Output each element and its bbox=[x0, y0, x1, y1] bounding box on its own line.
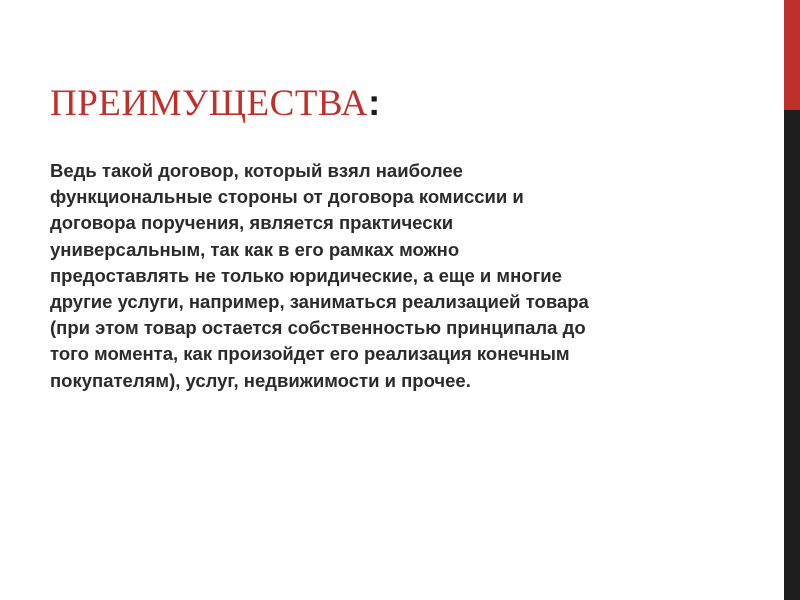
body-paragraph bbox=[50, 158, 730, 394]
body-line: покупателям), услуг, недвижимости и прочее. bbox=[50, 369, 471, 391]
body-line: Ведь такой договор, который взял наиболее bbox=[50, 160, 463, 181]
body-line: универсальным, так как в его рамках можно bbox=[50, 238, 460, 260]
body-line: функциональные стороны от договора комиссии и bbox=[50, 186, 524, 208]
accent-bar-dark-segment bbox=[784, 110, 800, 600]
body-line: предоставлять не только юридические, а еще и многие bbox=[50, 264, 562, 286]
body-line: договора поручения, является практически bbox=[50, 212, 454, 234]
accent-bar bbox=[784, 0, 800, 600]
slide-title bbox=[50, 82, 381, 125]
slide-title-text: ПРЕИМУЩЕСТВА bbox=[50, 83, 368, 124]
body-line: другие услуги, например, заниматься реализацией товара bbox=[50, 291, 589, 313]
accent-bar-red-segment bbox=[784, 0, 800, 110]
body-line: (при этом товар остается собственностью принципала до bbox=[50, 317, 586, 339]
body-line: того момента, как произойдет его реализация конечным bbox=[50, 343, 570, 365]
slide-title-colon: : bbox=[368, 82, 381, 123]
